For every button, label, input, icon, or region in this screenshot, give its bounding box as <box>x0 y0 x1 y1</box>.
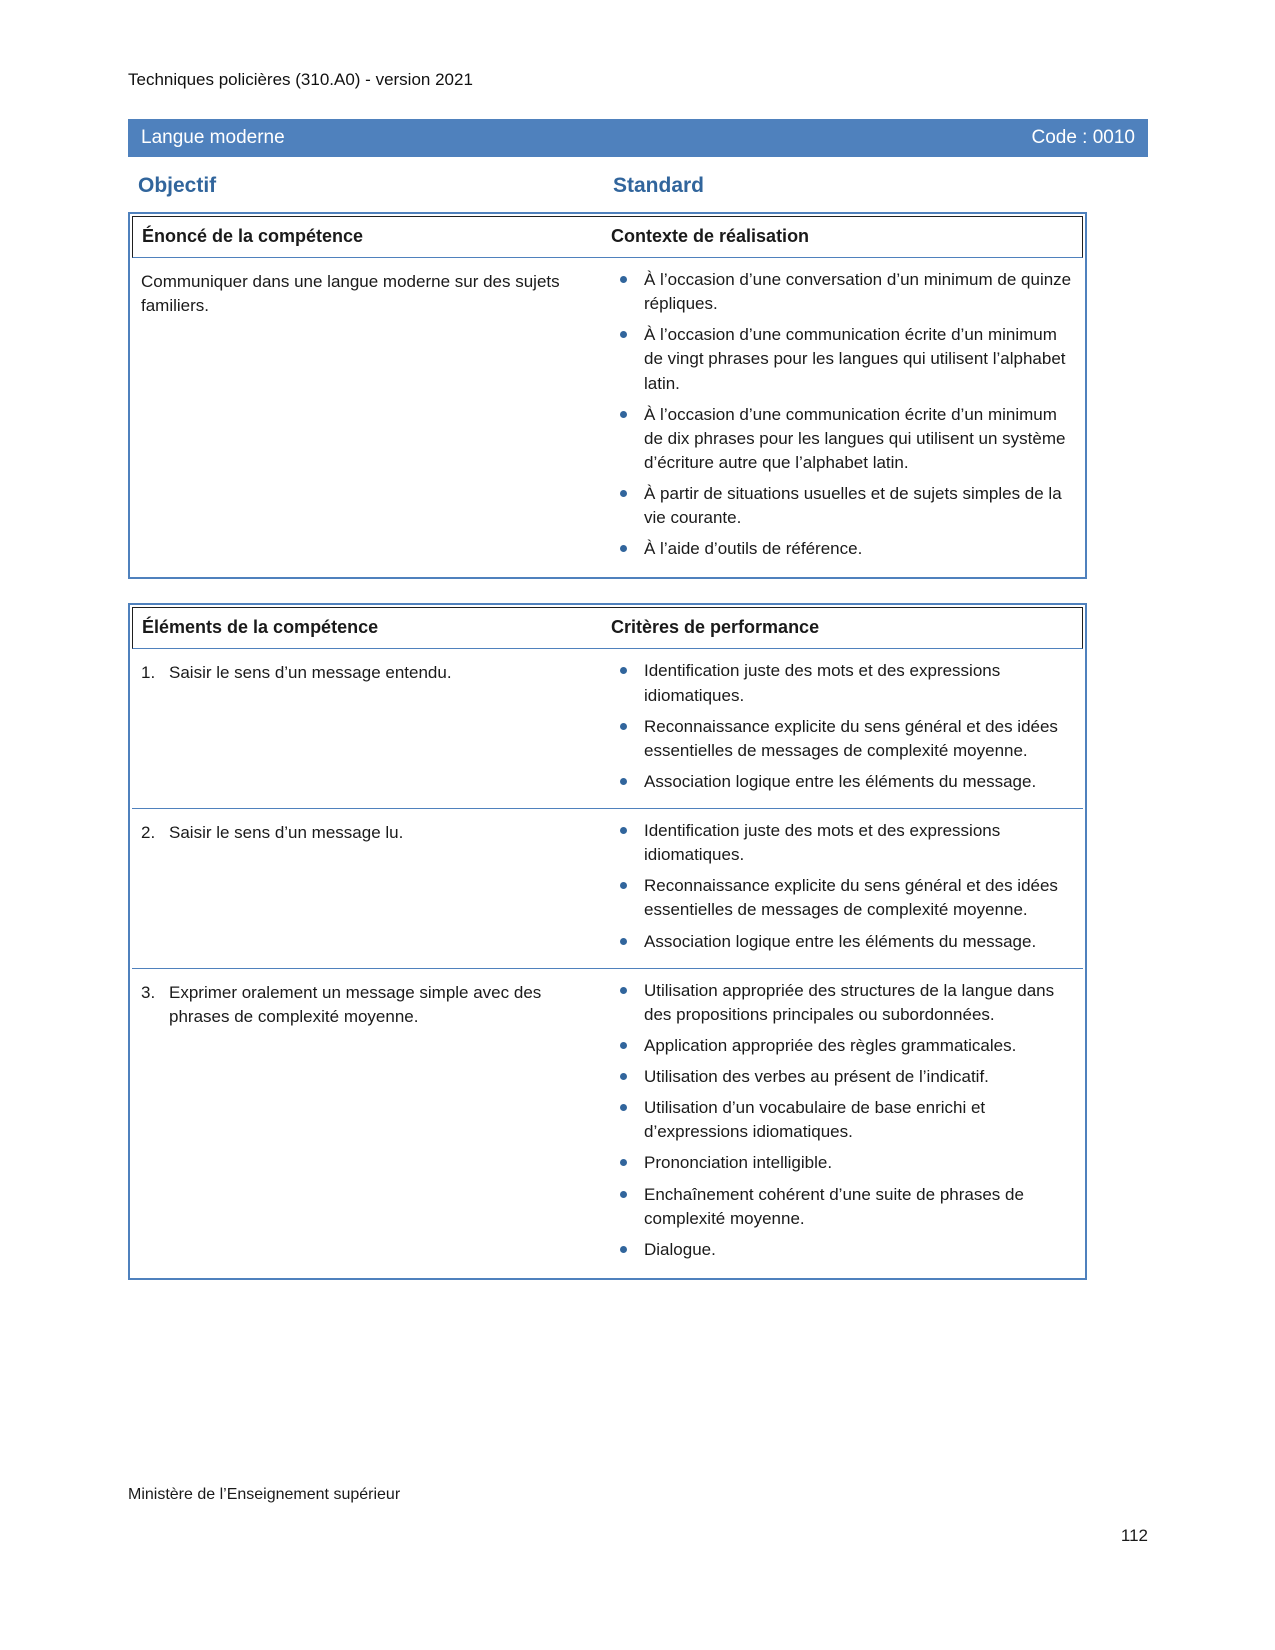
element-cell <box>132 979 598 1264</box>
bullet-icon <box>620 411 627 418</box>
list-item <box>610 770 1073 794</box>
bullet-text: À l’occasion d’une communication écrite d’un minimum de vingt phrases pour les langues qui utilisent l’alphabet latin. <box>644 325 1066 393</box>
bullet-icon <box>620 1246 627 1253</box>
bullet-icon <box>620 331 627 338</box>
list-item <box>610 715 1073 763</box>
list-item <box>610 482 1073 530</box>
table-row <box>132 649 1083 808</box>
table-elements-criteres <box>128 603 1087 1280</box>
element-cell <box>132 659 598 796</box>
bullet-icon <box>620 490 627 497</box>
bullet-text: Enchaînement cohérent d’une suite de phrases de complexité moyenne. <box>644 1184 1024 1228</box>
table1-header-right: Contexte de réalisation <box>611 226 810 246</box>
table-row <box>132 258 1083 575</box>
list-item <box>610 323 1073 395</box>
element-number: 1. <box>141 663 156 683</box>
bullet-icon <box>620 545 627 552</box>
bullet-text: À l’aide d’outils de référence. <box>644 539 863 559</box>
bullet-text: Association logique entre les éléments du message. <box>644 771 1037 791</box>
course-banner <box>128 119 1148 157</box>
page-number: 112 <box>1120 1526 1148 1545</box>
element-text: Saisir le sens d’un message entendu. <box>169 663 452 683</box>
course-title: Langue moderne <box>141 127 285 148</box>
bullet-icon <box>620 827 627 834</box>
criteria-bullet-list <box>598 659 1083 796</box>
list-item <box>610 979 1073 1027</box>
element-text: Saisir le sens d’un message lu. <box>169 823 404 842</box>
table-enonce-contexte <box>128 212 1087 579</box>
table-row <box>132 968 1083 1276</box>
bullet-text: Reconnaissance explicite du sens général et des idées essentielles de messages de complexité moyenne. <box>644 876 1058 920</box>
list-item <box>610 1034 1073 1058</box>
list-item <box>610 930 1073 954</box>
list-item <box>610 268 1073 316</box>
bullet-icon <box>620 1073 627 1080</box>
context-bullet-list <box>598 268 1083 563</box>
bullet-icon <box>620 723 627 730</box>
bullet-text: Application appropriée des règles grammaticales. <box>644 1035 1017 1055</box>
element-text: Exprimer oralement un message simple avec des phrases de complexité moyenne. <box>169 982 542 1026</box>
list-item <box>610 1238 1073 1262</box>
table1-header-left: Énoncé de la compétence <box>142 226 364 246</box>
list-item <box>610 874 1073 922</box>
section-headings <box>128 174 1148 198</box>
list-item <box>610 1065 1073 1089</box>
bullet-icon <box>620 1042 627 1049</box>
heading-standard: Standard <box>613 174 705 197</box>
bullet-text: Utilisation appropriée des structures de la langue dans des propositions principales ou subordonnées. <box>644 980 1055 1024</box>
bullet-text: Dialogue. <box>644 1239 716 1259</box>
bullet-text: À l’occasion d’une conversation d’un minimum de quinze répliques. <box>644 270 1072 314</box>
bullet-icon <box>620 1104 627 1111</box>
element-number: 2. <box>141 823 156 842</box>
competence-statement: Communiquer dans une langue moderne sur des sujets familiers. <box>141 272 560 316</box>
element-cell <box>132 819 598 956</box>
bullet-text: Prononciation intelligible. <box>644 1153 833 1173</box>
heading-objectif: Objectif <box>138 174 217 197</box>
list-item <box>610 403 1073 475</box>
bullet-text: Reconnaissance explicite du sens général et des idées essentielles de messages de complexité moyenne. <box>644 716 1058 760</box>
criteria-bullet-list <box>598 979 1083 1264</box>
bullet-icon <box>620 987 627 994</box>
bullet-text: À partir de situations usuelles et de sujets simples de la vie courante. <box>644 484 1062 528</box>
bullet-text: Utilisation d’un vocabulaire de base enrichi et d’expressions idiomatiques. <box>644 1098 986 1142</box>
list-item <box>610 659 1073 707</box>
document-header-title: Techniques policières (310.A0) - version 2021 <box>128 70 473 89</box>
table2-header-right: Critères de performance <box>611 617 820 638</box>
bullet-text: Association logique entre les éléments du message. <box>644 931 1037 951</box>
footer-ministry: Ministère de l’Enseignement supérieur <box>128 1486 401 1503</box>
bullet-text: À l’occasion d’une communication écrite d’un minimum de dix phrases pour les langues qui utilisent un système d’écriture autre que l’alphabet latin. <box>644 404 1066 472</box>
bullet-text: Identification juste des mots et des expressions idiomatiques. <box>644 821 1001 865</box>
bullet-icon <box>620 938 627 945</box>
bullet-text: Utilisation des verbes au présent de l’indicatif. <box>644 1067 989 1086</box>
list-item <box>610 819 1073 867</box>
bullet-icon <box>620 667 627 674</box>
table2-header-row <box>132 607 1083 649</box>
bullet-text: Identification juste des mots et des expressions idiomatiques. <box>644 661 1001 705</box>
table2-header-left: Éléments de la compétence <box>142 617 379 638</box>
bullet-icon <box>620 1191 627 1198</box>
criteria-bullet-list <box>598 819 1083 956</box>
element-number: 3. <box>141 982 156 1002</box>
list-item <box>610 1183 1073 1231</box>
list-item <box>610 1096 1073 1144</box>
bullet-icon <box>620 778 627 785</box>
bullet-icon <box>620 276 627 283</box>
list-item <box>610 537 1073 561</box>
table1-header-row <box>132 216 1083 258</box>
table-row <box>132 808 1083 968</box>
course-code: Code : 0010 <box>1031 127 1135 148</box>
list-item <box>610 1151 1073 1175</box>
bullet-icon <box>620 882 627 889</box>
bullet-icon <box>620 1159 627 1166</box>
